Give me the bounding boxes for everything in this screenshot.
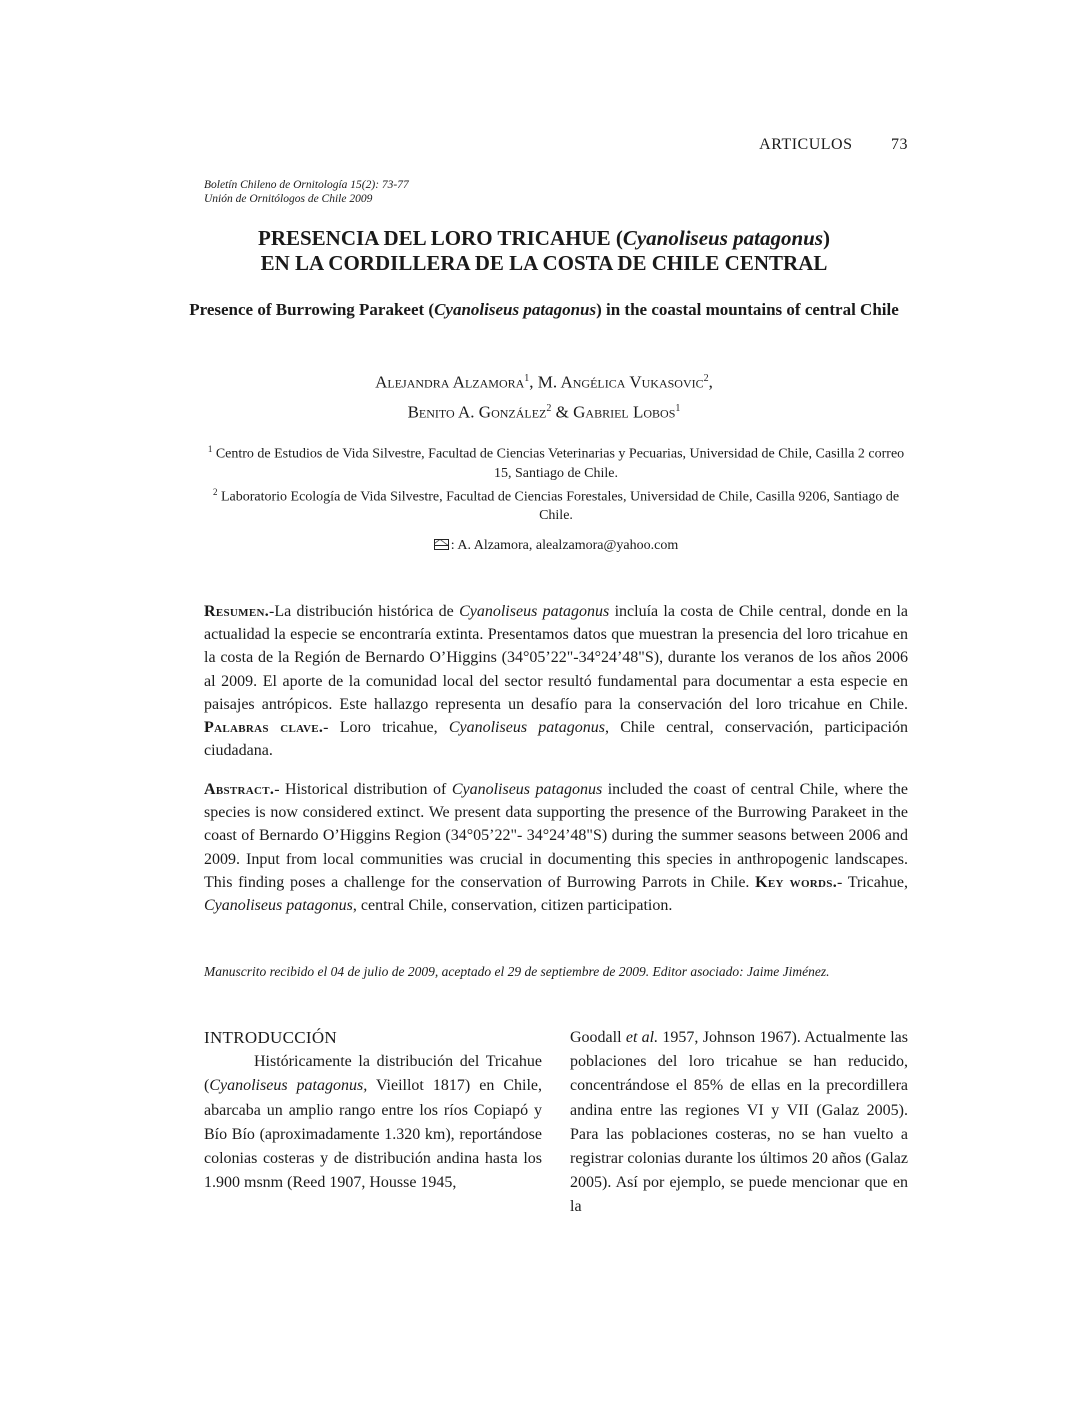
contact-email: : A. Alzamora, alealzamora@yahoo.com: [204, 538, 908, 554]
journal-line-1: Boletín Chileno de Ornitología 15(2): 73-77: [204, 179, 409, 191]
author-name: M. Angélica Vukasovic: [537, 372, 704, 392]
section-label: ARTICULOS: [759, 136, 853, 153]
envelope-icon: [434, 539, 449, 550]
author-line-1: Alejandra Alzamora$^1$, M. Angélica Vukasovic$^2$,: [375, 372, 713, 392]
title-english: Presence of Burrowing Parakeet (Cyanoliseus patagonus) in the coastal mountains of central Chile: [189, 300, 899, 319]
title-spanish: [160, 226, 928, 276]
intro-paragraph: Históricamente la distribución del Tricahue (Cyanoliseus patagonus, Vieillot 1817) en Chile, abarcaba un amplio rango entre los ríos Copiapó y Bío Bío (aproximadamente 1.320 km), reportándose colonias costeras y de distribución andina hasta los 1.900 msnm (Reed 1907, Housse 1945,: [204, 1053, 542, 1192]
keywords-label: Palabras clave.: [204, 719, 324, 737]
page-number: 73: [891, 136, 908, 153]
keywords-label: Key words.: [755, 873, 838, 891]
journal-citation: [204, 178, 409, 206]
author-name: Alejandra Alzamora: [375, 372, 525, 392]
affiliations: [204, 440, 908, 525]
abstract-label: Abstract.: [204, 781, 275, 798]
resumen-paragraph: Resumen.-La distribución histórica de Cyanoliseus patagonus incluía la costa de Chile central, donde en la actualidad la especie se encontraría extinta. Presentamos datos que muestran la presencia del loro tricahue en la costa de la Región de Bernardo O’Higgins (34°05’22"-34°24’48"S), durante los veranos de los años 2006 al 2009. El aporte de la comunidad local del sector resultó fundamental para documentar a esta especie en paisajes antrópicos. Este hallazgo representa un desafío para la conservación del loro tricahue en Chile. Palabras clave.- Loro tricahue, Cyanoliseus patagonus, Chile central, conservación, participación ciudadana.: [204, 603, 909, 760]
species-name: Cyanoliseus patagonus: [434, 300, 597, 319]
intro-paragraph-continued: Goodall et al. 1957, Johnson 1967). Actualmente las poblaciones del loro tricahue se han reducido, concentrándose el 85% de ellas en la precordillera andina entre las regiones VI y VII (Galaz 2005). Para las poblaciones costeras, no se han vuelto a registrar colonias durante los últimos 20 años (Galaz 2005). Así por ejemplo, se puede mencionar que en la: [570, 1029, 909, 1216]
affiliation-1: $^1$ Centro de Estudios de Vida Silvestre, Facultad de Ciencias Veterinarias y Pecuarias, Universidad de Chile, Casilla 2 correo 15, Santiago de Chile.: [207, 444, 905, 481]
title-spanish-line-1: PRESENCIA DEL LORO TRICAHUE (Cyanoliseus patagonus): [258, 226, 830, 250]
journal-line-2: Unión de Ornitólogos de Chile 2009: [204, 193, 373, 205]
author-name: Benito A. González: [407, 402, 547, 422]
column-right: [570, 1026, 908, 1220]
author-name: Gabriel Lobos: [573, 402, 676, 422]
title-spanish-line-2: EN LA CORDILLERA DE LA COSTA DE CHILE CENTRAL: [260, 251, 828, 275]
author-list: [160, 366, 928, 425]
species-name: Cyanoliseus patagonus: [622, 226, 823, 250]
resumen-label: Resumen.: [204, 603, 270, 620]
author-line-2: Benito A. González$^2$ & Gabriel Lobos$^1$: [407, 402, 681, 422]
abstract-paragraph: Abstract.- Historical distribution of Cyanoliseus patagonus included the coast of central Chile, where the species is now considered extinct. We present data supporting the presence of the Burrowing Parakeet in the coast of Bernardo O’Higgins Region (34°05’22"- 34°24’48"S) during the summer seasons between 2006 and 2009. Input from local communities was crucial in documenting this species in anthropogenic landscapes. This finding poses a challenge for the conservation of Burrowing Parrots in Chile. Key words.- Tricahue, Cyanoliseus patagonus, central Chile, conservation, citizen participation.: [204, 781, 908, 915]
column-left: [204, 1026, 542, 1195]
section-heading: INTRODUCCIÓN: [204, 1028, 337, 1047]
running-header: [759, 136, 908, 154]
affiliation-2: $^2$ Laboratorio Ecología de Vida Silvestre, Facultad de Ciencias Forestales, Universidad de Chile, Casilla 9206, Santiago de Chile.: [212, 486, 900, 524]
manuscript-note: Manuscrito recibido el 04 de julio de 2009, aceptado el 29 de septiembre de 2009. Editor asociado: Jaime Jiménez.: [204, 964, 830, 979]
